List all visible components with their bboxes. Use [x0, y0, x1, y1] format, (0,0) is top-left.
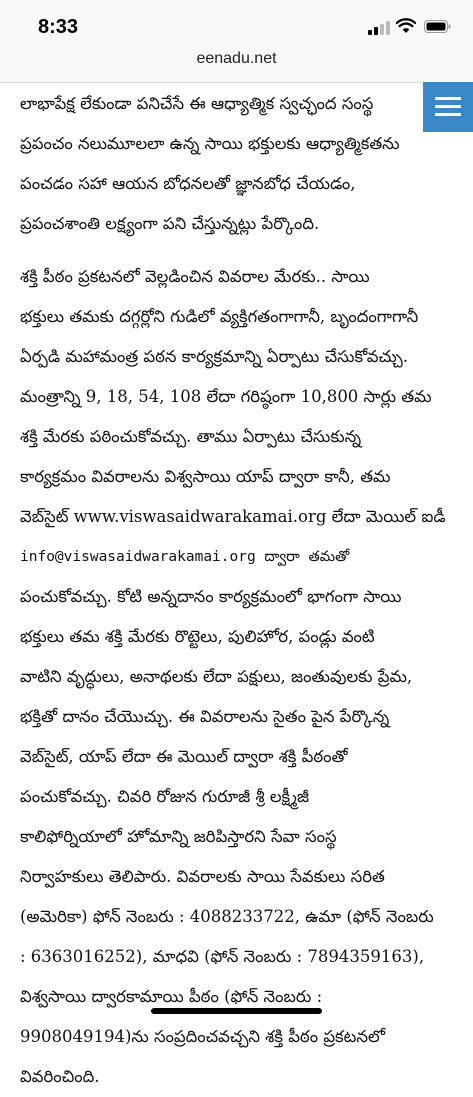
- battery-icon: [424, 20, 451, 33]
- paragraph: [20, 84, 460, 244]
- text-line: నిర్వాహకులు తెలిపారు. వివరాలకు సాయి సేవకులు సరిత: [20, 867, 385, 886]
- text-line: ప్రపంచశాంతి లక్ష్యంగా పని చేస్తున్నట్లు పేర్కొంది.: [20, 214, 320, 233]
- phone-number-line[interactable]: (అమెరికా) ఫోన్ నెంబరు : 4088233722, ఉమా (ఫోన్ నెంబరు: [20, 907, 434, 926]
- text-line: కార్యక్రమం వివరాలను విశ్వసాయి యాప్ ద్వారా కానీ, తమ: [20, 467, 391, 486]
- status-time: 8:33: [38, 16, 79, 38]
- home-indicator[interactable]: [151, 1008, 322, 1014]
- website-link-line[interactable]: వెబ్‌సైట్ www.viswasaidwarakamai.org లేదా మెయిల్ ఐడీ: [20, 507, 446, 526]
- wifi-icon: [396, 18, 416, 34]
- text-line: పంచుకోవచ్చు. చివరి రోజున గురూజీ శ్రీ లక్ష్మీజీ: [20, 787, 310, 806]
- status-bar: [0, 0, 473, 50]
- text-line: వాటిని వృద్ధులు, అనాథలకు లేదా పక్షులు, జంతువులకు ప్రేమ,: [20, 667, 413, 686]
- text-line: భక్తితో దానం చేయొచ్చు. ఈ వివరాలను సైతం పైన పేర్కొన్న: [20, 707, 390, 726]
- paragraph: [20, 257, 460, 1097]
- text-line: కాలిఫోర్నియాలో హోమాన్ని జరిపిస్తారని సేవా సంస్థ: [20, 827, 337, 846]
- text-line: ప్రపంచం నలుమూలలా ఉన్న సాయి భక్తులకు ఆధ్యాత్మికతను: [20, 134, 400, 153]
- text-line: శక్తి పీఠం ప్రకటనలో వెల్లడించిన వివరాల మేరకు.. సాయి: [20, 267, 370, 286]
- url-text[interactable]: eenadu.net: [196, 50, 277, 67]
- phone-number-line[interactable]: : 6363016252), మాధవి (ఫోన్ నెంబరు : 7894359163),: [20, 947, 425, 966]
- text-line: ఏర్పడి మహామంత్ర పఠన కార్యక్రమాన్ని ఏర్పాటు చేసుకోవచ్చు.: [20, 347, 408, 366]
- phone-number-line[interactable]: 9908049194)ను సంప్రదించవచ్చని శక్తి పీఠం ప్రకటనలో: [20, 1027, 385, 1046]
- text-line: పంచుకోవచ్చు. కోటి అన్నదానం కార్యక్రమంలో భాగంగా సాయి: [20, 587, 402, 606]
- text-line: వెబ్‌సైట్, యాప్ లేదా ఈ మెయిల్ ద్వారా శక్తి పీఠంతో: [20, 747, 348, 766]
- article-body: [20, 84, 460, 1097]
- text-line: భక్తులు తమ శక్తి మేరకు రొట్టెలు, పులిహోర, పండ్లు వంటి: [20, 627, 375, 646]
- address-bar[interactable]: [0, 44, 473, 83]
- text-line: శక్తి మేరకు పఠించుకోవచ్చు. తాము ఏర్పాటు చేసుకున్న: [20, 427, 362, 446]
- text-line: లాభాపేక్ష లేకుండా పనిచేసే ఈ ఆధ్యాత్మిక స్వచ్ఛంద సంస్థ: [20, 94, 374, 113]
- text-line: పంచడం సహా ఆయన బోధనలతో జ్ఞానబోధ చేయడం,: [20, 174, 356, 193]
- text-line: భక్తులు తమకు దగ్గర్లోని గుడిలో వ్యక్తిగతంగాగానీ, బృందంగాగానీ: [20, 307, 419, 326]
- email-link-line[interactable]: info@viswasaidwarakamai.org ద్వారా తమతో: [20, 549, 350, 565]
- text-line: విశ్వసాయి ద్వారకామాయి పీఠం (ఫోన్ నెంబరు :: [20, 987, 323, 1006]
- text-line: వివరించింది.: [20, 1067, 100, 1086]
- text-line: మంత్రాన్ని 9, 18, 54, 108 లేదా గరిష్ఠంగా 10,800 సార్లు తమ: [20, 387, 432, 406]
- cellular-signal-icon: [368, 21, 390, 35]
